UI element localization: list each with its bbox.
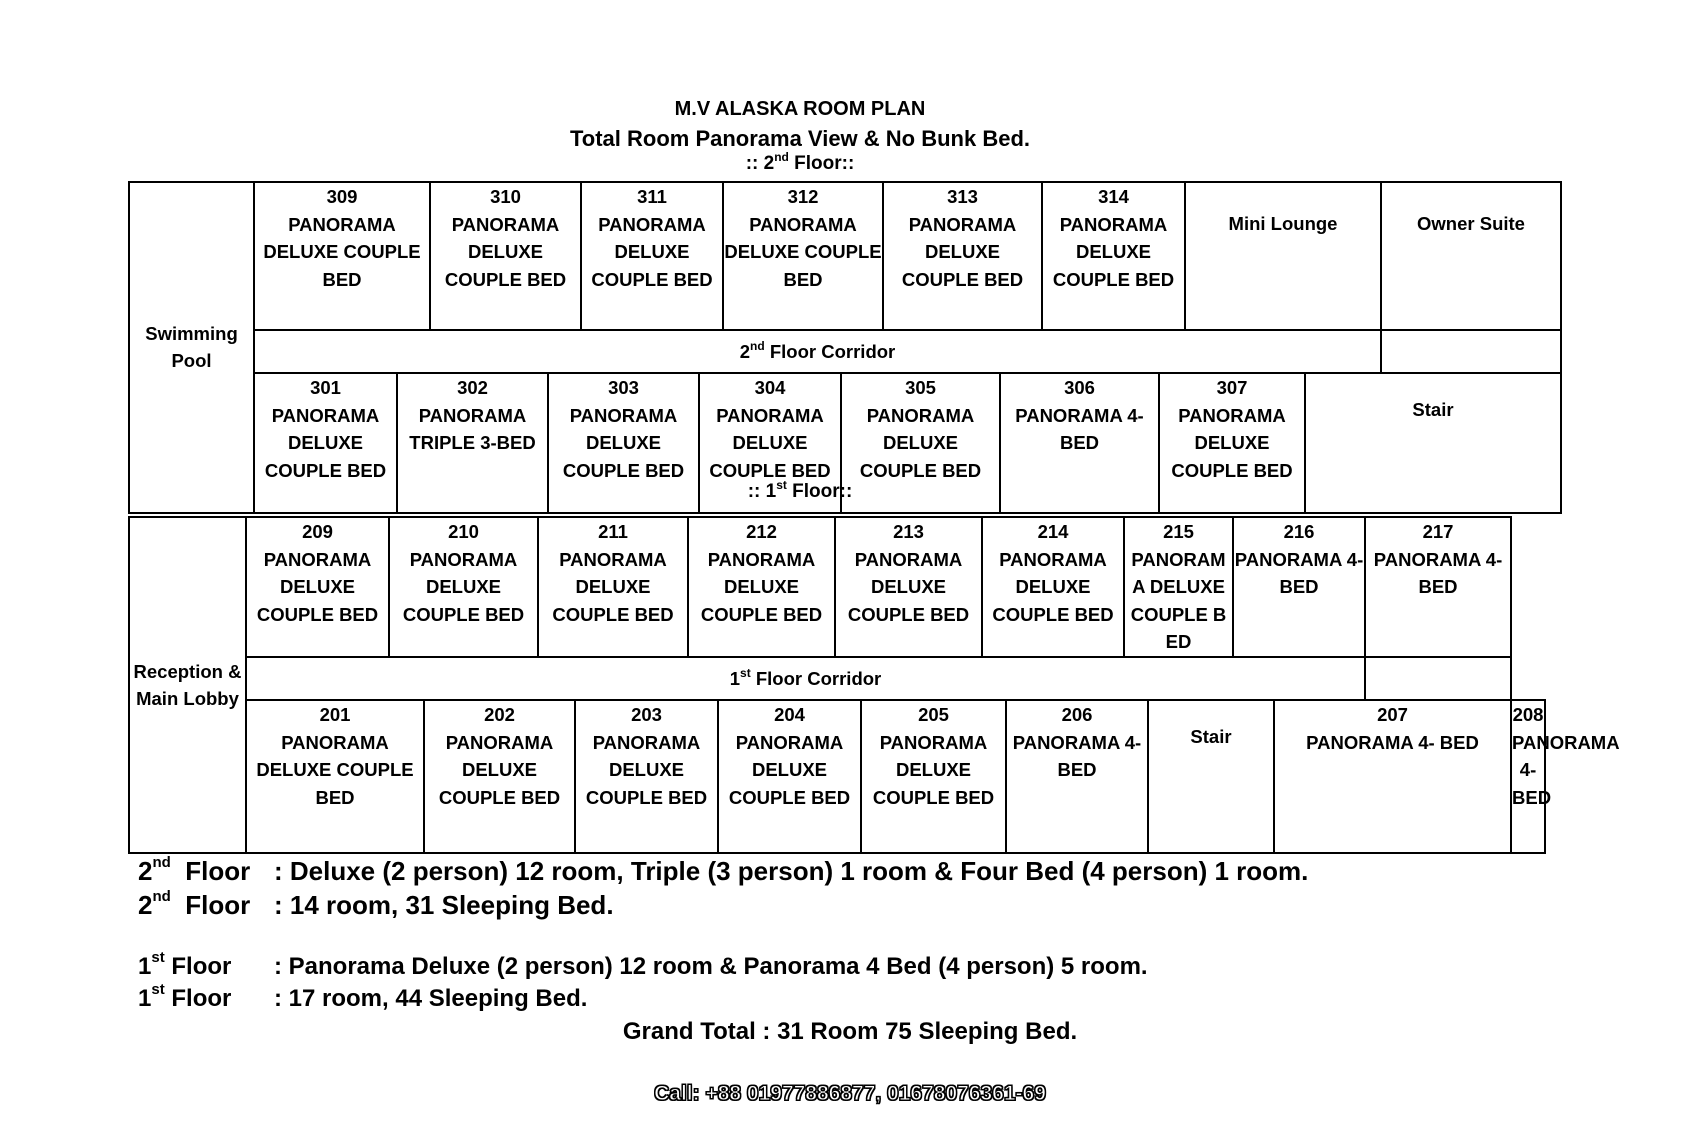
room-number: 208 bbox=[1512, 704, 1544, 725]
room-number: 307 bbox=[1216, 377, 1248, 398]
room-cell bbox=[246, 517, 389, 657]
room-type: PANORAMA DELUXE COUPLE BED bbox=[591, 213, 713, 290]
floor2-corridor: 2nd Floor Corridor bbox=[254, 330, 1381, 373]
corridor-end-cell bbox=[1365, 657, 1511, 700]
room-type: PANORAMA DELUXE COUPLE BED bbox=[700, 548, 823, 625]
summary-text: : Panorama Deluxe (2 person) 12 room & Panorama 4 Bed (4 person) 5 room. bbox=[274, 953, 1148, 980]
room-type: PANORAMA DELUXE COUPLE BED bbox=[724, 213, 882, 290]
summary-floor-label: 2nd Floor bbox=[138, 854, 251, 886]
room-number: 212 bbox=[746, 521, 777, 542]
room-type: PANORAMA 4- BED bbox=[1512, 731, 1620, 808]
room-number: 209 bbox=[302, 521, 333, 542]
room-cell bbox=[1274, 700, 1511, 853]
owner-suite: Owner Suite bbox=[1381, 182, 1561, 330]
room-number: 301 bbox=[310, 377, 341, 398]
room-cell bbox=[861, 700, 1006, 853]
room-number: 306 bbox=[1064, 377, 1095, 398]
room-number: 305 bbox=[905, 377, 936, 398]
room-cell bbox=[430, 182, 581, 330]
room-type: PANORAMA DELUXE COUPLE BED bbox=[552, 548, 674, 625]
room-number: 214 bbox=[1037, 521, 1069, 542]
room-type: PANORAMA 4- BED bbox=[1373, 548, 1503, 597]
room-cell bbox=[389, 517, 538, 657]
floor2-plan bbox=[128, 181, 1562, 514]
room-type: PANORAMA DELUXE COUPLE BED bbox=[728, 731, 851, 808]
room-cell bbox=[1233, 517, 1365, 657]
room-cell bbox=[982, 517, 1124, 657]
room-cell bbox=[835, 517, 982, 657]
room-number: 304 bbox=[754, 377, 786, 398]
room-cell bbox=[575, 700, 718, 853]
room-number: 211 bbox=[598, 521, 628, 542]
room-type: PANORAMA 4- BED bbox=[1234, 548, 1364, 597]
room-type: PANORAMA 4- BED bbox=[1012, 731, 1142, 780]
room-type: PANORAMA 4- BED bbox=[1015, 404, 1144, 453]
room-cell bbox=[538, 517, 688, 657]
room-number: 314 bbox=[1098, 186, 1129, 207]
summary-floor-label: 2nd Floor bbox=[138, 888, 251, 920]
summary-text: : 14 room, 31 Sleeping Bed. bbox=[274, 890, 614, 920]
room-number: 201 bbox=[319, 704, 351, 725]
mini-lounge: Mini Lounge bbox=[1185, 182, 1381, 330]
room-type: PANORAMA DELUXE COUPLE BED bbox=[901, 213, 1024, 290]
room-type: PANORAMA DELUXE COUPLE BED bbox=[847, 548, 970, 625]
room-number: 210 bbox=[448, 521, 479, 542]
room-number: 309 bbox=[326, 186, 358, 207]
summary-text: : 17 room, 44 Sleeping Bed. bbox=[274, 985, 588, 1012]
swimming-pool-area: Swimming Pool bbox=[129, 182, 254, 513]
room-type: PANORAMA DELUXE COUPLE BED bbox=[992, 548, 1114, 625]
room-number: 216 bbox=[1283, 521, 1315, 542]
room-cell bbox=[246, 700, 424, 853]
room-cell bbox=[1511, 700, 1620, 853]
room-type: PANORAMA TRIPLE 3-BED bbox=[409, 404, 536, 453]
room-type: PANORAMA 4- BED bbox=[1306, 731, 1479, 753]
room-cell bbox=[424, 700, 575, 853]
room-type: PANORAMA DELUXE COUPLE BED bbox=[256, 548, 379, 625]
room-type: PANORAMA DELUXE COUPLE BED bbox=[1130, 548, 1227, 652]
room-type: PANORAMA DELUXE COUPLE BED bbox=[585, 731, 708, 808]
room-number: 310 bbox=[490, 186, 521, 207]
room-type: PANORAMA DELUXE COUPLE BED bbox=[1052, 213, 1175, 290]
room-number: 207 bbox=[1377, 704, 1408, 725]
room-number: 313 bbox=[947, 186, 978, 207]
room-type: PANORAMA DELUXE COUPLE BED bbox=[1171, 404, 1293, 481]
room-type: PANORAMA DELUXE COUPLE BED bbox=[562, 404, 685, 481]
room-type: PANORAMA DELUXE COUPLE BED bbox=[438, 731, 561, 808]
room-type: PANORAMA DELUXE COUPLE BED bbox=[444, 213, 567, 290]
room-number: 311 bbox=[637, 186, 667, 207]
room-type: PANORAMA DELUXE COUPLE BED bbox=[256, 731, 414, 808]
room-cell bbox=[1006, 700, 1148, 853]
corridor-end-cell bbox=[1381, 330, 1561, 373]
room-cell bbox=[688, 517, 835, 657]
room-cell bbox=[718, 700, 861, 853]
room-cell bbox=[581, 182, 723, 330]
room-type: PANORAMA DELUXE COUPLE BED bbox=[709, 404, 831, 481]
room-cell bbox=[883, 182, 1042, 330]
room-number: 204 bbox=[774, 704, 805, 725]
room-number: 303 bbox=[608, 377, 639, 398]
room-cell bbox=[723, 182, 883, 330]
reception-main-lobby: Reception & Main Lobby bbox=[129, 517, 246, 853]
page-title: M.V ALASKA ROOM PLAN bbox=[674, 98, 926, 120]
floor1-corridor: 1st Floor Corridor bbox=[246, 657, 1365, 700]
room-number: 215 bbox=[1163, 521, 1194, 542]
room-number: 302 bbox=[457, 377, 488, 398]
stair: Stair bbox=[1148, 700, 1274, 853]
summary-floor-label: 1st Floor bbox=[138, 949, 232, 980]
call-contact: Call: +88 01977886877, 01678076361-69 bbox=[654, 1082, 1046, 1105]
room-number: 203 bbox=[631, 704, 662, 725]
room-number: 206 bbox=[1061, 704, 1093, 725]
room-type: PANORAMA DELUXE COUPLE BED bbox=[859, 404, 982, 481]
page-subtitle: Total Room Panorama View & No Bunk Bed. bbox=[569, 126, 1031, 151]
room-cell bbox=[254, 182, 430, 330]
summary-text: : Deluxe (2 person) 12 room, Triple (3 person) 1 room & Four Bed (4 person) 1 room. bbox=[274, 856, 1309, 886]
room-cell bbox=[1124, 517, 1233, 657]
room-type: PANORAMA DELUXE COUPLE BED bbox=[872, 731, 995, 808]
summary-floor-label: 1st Floor bbox=[138, 981, 232, 1012]
room-cell bbox=[1042, 182, 1185, 330]
grand-total: Grand Total : 31 Room 75 Sleeping Bed. bbox=[622, 1018, 1078, 1045]
room-number: 217 bbox=[1422, 521, 1454, 542]
room-type: PANORAMA DELUXE COUPLE BED bbox=[264, 404, 387, 481]
room-number: 312 bbox=[787, 186, 819, 207]
room-number: 202 bbox=[484, 704, 515, 725]
room-type: PANORAMA DELUXE COUPLE BED bbox=[402, 548, 525, 625]
floor2-label: :: 2nd Floor:: bbox=[745, 149, 855, 174]
floor1-label: :: 1st Floor:: bbox=[747, 477, 853, 502]
room-type: PANORAMA DELUXE COUPLE BED bbox=[263, 213, 421, 290]
room-cell bbox=[1365, 517, 1511, 657]
stair: Stair bbox=[1305, 373, 1561, 513]
room-number: 205 bbox=[918, 704, 949, 725]
floor1-plan bbox=[128, 516, 1620, 854]
room-number: 213 bbox=[893, 521, 924, 542]
